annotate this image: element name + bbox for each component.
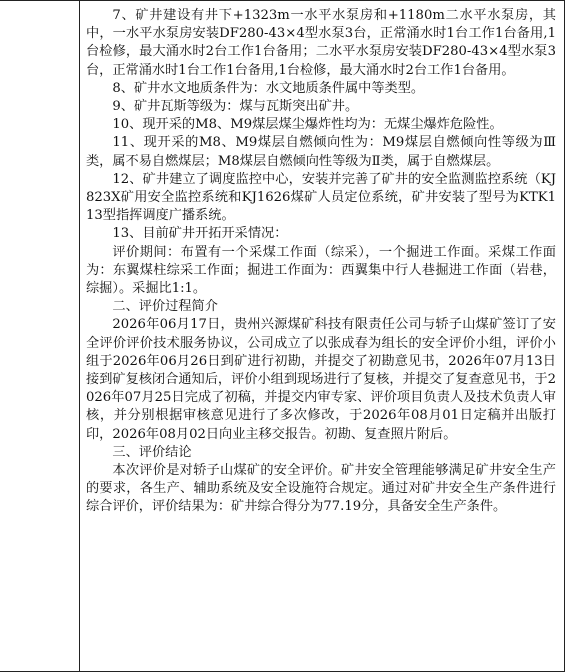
paragraph-spontaneous-combustion: 11、现开采的M8、M9煤层自燃倾向性为：M9煤层自燃倾向性等级为Ⅲ类，属不易自燃煤层；M8煤层自燃倾向性等级为Ⅱ类，属于自燃煤层。 (86, 135, 556, 169)
document-body (86, 7, 556, 517)
paragraph-monitoring-system: 12、矿井建立了调度监控中心，安装并完善了矿井的安全监测监控系统（KJ823X矿用安全监控系统和KJ1626煤矿人员定位系统，矿井安装了型号为KTK113型指挥调度广播系统。 (86, 171, 556, 224)
section-heading-conclusion: 三、评价结论 (112, 444, 192, 460)
table-left-column (0, 1, 80, 671)
paragraph-mining-status: 评价期间：布置有一个采煤工作面（综采），一个掘进工作面。采煤工作面为：东翼煤柱综采工作面；掘进工作面为：西翼集中行人巷掘进工作面（岩巷，综掘）。采掘比1:1。 (86, 244, 556, 297)
section-heading-process: 二、评价过程简介 (112, 299, 218, 315)
paragraph-gas-level: 9、矿井瓦斯等级为：煤与瓦斯突出矿井。 (112, 99, 359, 115)
paragraph-pump-rooms: 7、矿井建设有井下+1323m一水平水泵房和+1180m二水平水泵房，其中，一水平水泵房安装DF280-43×4型水泵3台，正常涌水时1台工作1台备用,1台检修，最大涌水时2台工作1台备用；二水平水泵房安装DF280-43×4型水泵3台，正常涌水时1台工作1台备用,1台检修，最大涌水时2台工作1台备用。 (86, 8, 556, 78)
paragraph-process: 2026年06月17日，贵州兴源煤矿科技有限责任公司与轿子山煤矿签订了安全评价评价技术服务协议，公司成立了以张成春为组长的安全评价小组，评价小组于2026年06月26日到矿进行初勘，并提交了初勘意见书，2026年07月13日接到矿复核闭合通知后，评价小组到现场进行了复核，并提交了复查意见书，于2026年07月25日完成了初稿，并提交内审专家、评价项目负责人及技术负责人审核，并分别根据审核意见进行了多次修改，于2026年08月01日定稿并出版打印，2026年08月02日向业主移交报告。初勘、复查照片附后。 (86, 317, 556, 442)
paragraph-hydrogeology: 8、矿井水文地质条件为：水文地质条件属中等类型。 (112, 80, 425, 96)
paragraph-conclusion: 本次评价是对轿子山煤矿的安全评价。矿井安全管理能够满足矿井安全生产的要求，各生产、辅助系统及安全设施符合规定。通过对矿井安全生产条件进行综合评价，评价结果为：矿井综合得分为77.19分，具备安全生产条件。 (86, 463, 556, 515)
paragraph-coal-dust: 10、现开采的M8、M9煤层煤尘爆炸性均为：无煤尘爆炸危险性。 (112, 117, 503, 133)
paragraph-mining-status-heading: 13、目前矿井开拓开采情况： (112, 226, 288, 242)
